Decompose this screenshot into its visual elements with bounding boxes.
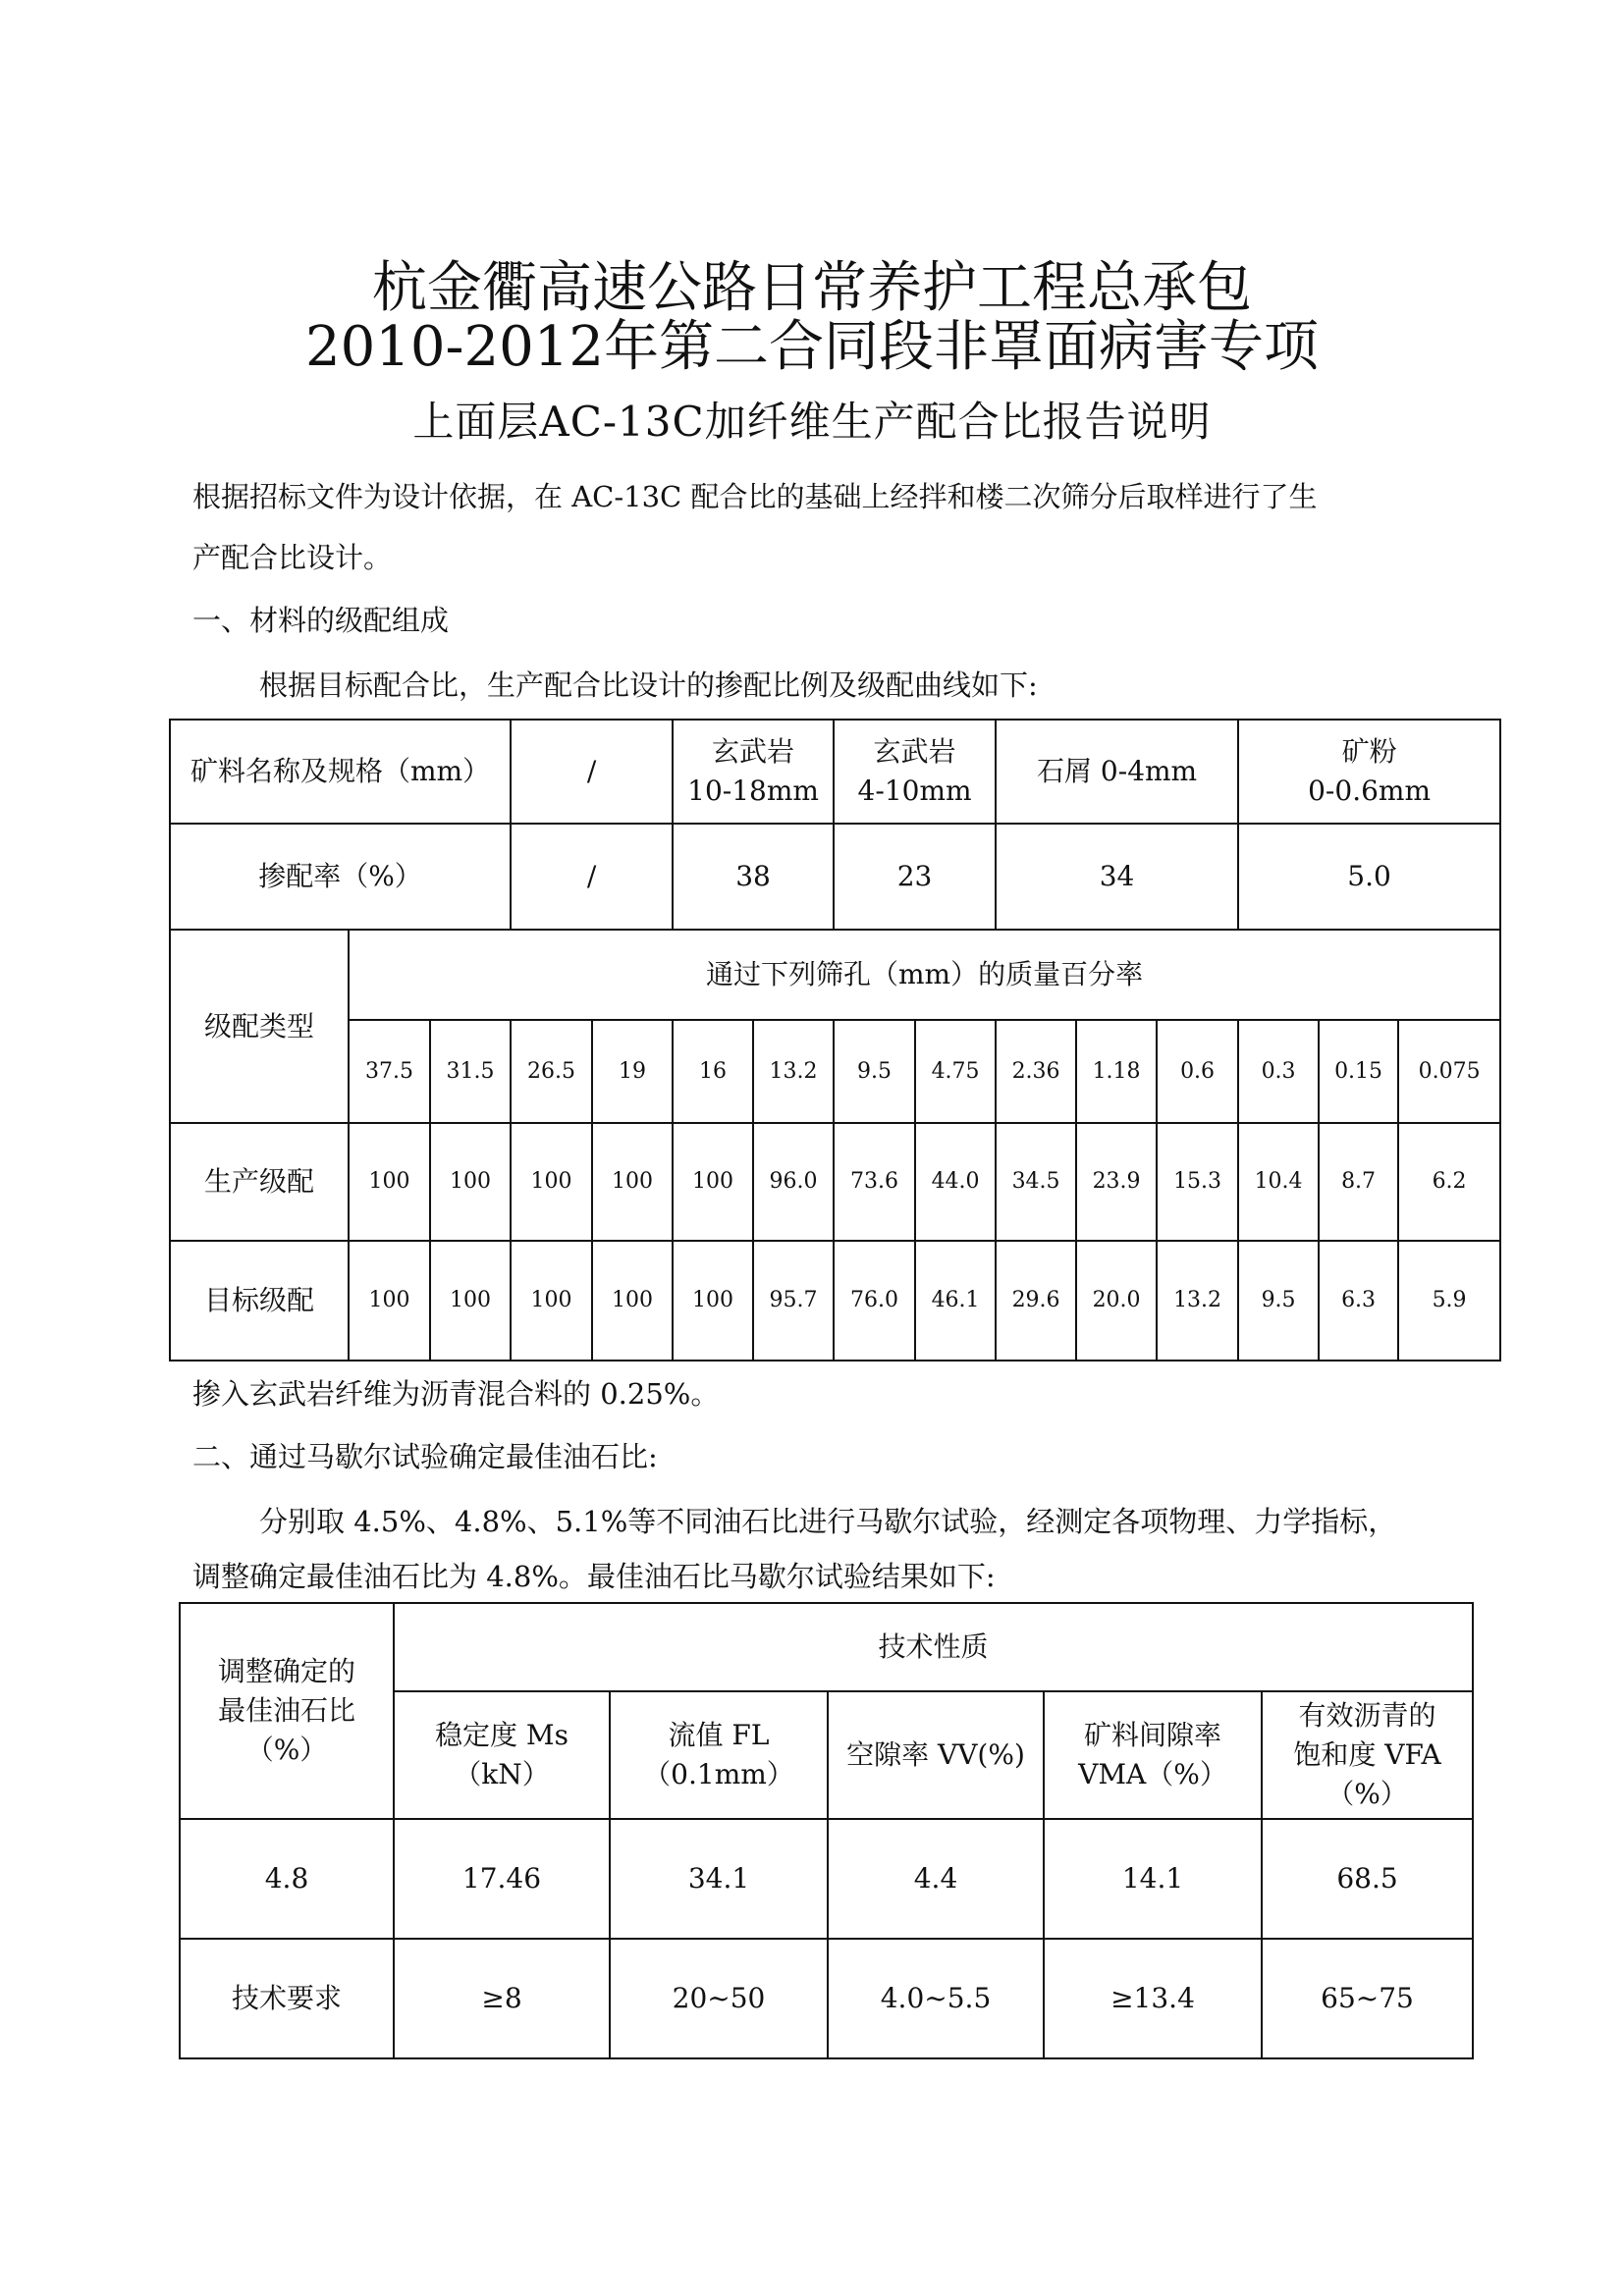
sieve-size: 0.3 xyxy=(1238,1020,1319,1123)
table-cell: 20~50 xyxy=(610,1939,828,2058)
table-cell: 100 xyxy=(592,1123,673,1241)
table-cell: 68.5 xyxy=(1262,1819,1473,1939)
sieve-size: 37.5 xyxy=(349,1020,430,1123)
table-cell: 23.9 xyxy=(1076,1123,1157,1241)
row-label: 4.8 xyxy=(180,1819,394,1939)
title-line-1: 杭金衢高速公路日常养护工程总承包 xyxy=(372,256,1252,320)
table-cell: 20.0 xyxy=(1076,1241,1157,1361)
table-row xyxy=(180,1819,1473,1939)
ratio-value: 34 xyxy=(996,824,1238,930)
table-cell: 10.4 xyxy=(1238,1123,1319,1241)
fiber-note: 掺入玄武岩纤维为沥青混合料的 0.25%。 xyxy=(192,1377,720,1411)
sieve-size: 2.36 xyxy=(996,1020,1076,1123)
table-cell: 46.1 xyxy=(915,1241,996,1361)
ratio-value: 38 xyxy=(673,824,834,930)
material-mineral-powder: 矿粉 0-0.6mm xyxy=(1238,720,1500,824)
table-cell: ≥13.4 xyxy=(1044,1939,1262,2058)
table-cell: 29.6 xyxy=(996,1241,1076,1361)
ratio-slash: / xyxy=(511,824,673,930)
table-cell: 8.7 xyxy=(1319,1123,1398,1241)
sieve-size: 31.5 xyxy=(430,1020,511,1123)
table-cell: 95.7 xyxy=(753,1241,834,1361)
table-cell: 100 xyxy=(673,1241,753,1361)
table-cell: 96.0 xyxy=(753,1123,834,1241)
sieve-size: 16 xyxy=(673,1020,753,1123)
intro-line-2: 产配合比设计。 xyxy=(192,541,393,574)
sieve-size: 0.6 xyxy=(1157,1020,1238,1123)
vfa-header: 有效沥青的 饱和度 VFA （%） xyxy=(1262,1691,1473,1819)
sieve-size: 1.18 xyxy=(1076,1020,1157,1123)
tech-properties-header: 技术性质 xyxy=(394,1603,1473,1691)
material-basalt-4-10: 玄武岩 4-10mm xyxy=(834,720,996,824)
grading-type-label: 级配类型 xyxy=(170,930,349,1123)
row-label: 生产级配 xyxy=(170,1123,349,1241)
flow-header: 流值 FL （0.1mm） xyxy=(610,1691,828,1819)
ratio-value: 23 xyxy=(834,824,996,930)
table-cell: 100 xyxy=(430,1123,511,1241)
oil-ratio-header: 调整确定的 最佳油石比 （%） xyxy=(180,1603,394,1819)
table-cell: 34.5 xyxy=(996,1123,1076,1241)
row-label: 目标级配 xyxy=(170,1241,349,1361)
table-cell: 17.46 xyxy=(394,1819,610,1939)
table-cell: 4.4 xyxy=(828,1819,1044,1939)
intro-line-1: 根据招标文件为设计依据，在 AC-13C 配合比的基础上经拌和楼二次筛分后取样进行了生 xyxy=(192,480,1318,513)
table-cell: 14.1 xyxy=(1044,1819,1262,1939)
ratio-value: 5.0 xyxy=(1238,824,1500,930)
sieve-size: 0.075 xyxy=(1398,1020,1500,1123)
material-label: 矿料名称及规格（mm） xyxy=(170,720,511,824)
marshall-table xyxy=(179,1602,1474,2059)
table-cell: 100 xyxy=(673,1123,753,1241)
table-cell: 100 xyxy=(430,1241,511,1361)
section-1-text: 根据目标配合比，生产配合比设计的掺配比例及级配曲线如下: xyxy=(259,668,1038,702)
table-cell: 34.1 xyxy=(610,1819,828,1939)
sieve-size: 26.5 xyxy=(511,1020,592,1123)
table-cell: 100 xyxy=(511,1123,592,1241)
title-line-2: 2010-2012年第二合同段非罩面病害专项 xyxy=(305,315,1319,379)
table-cell: 100 xyxy=(511,1241,592,1361)
table-row xyxy=(170,1241,1500,1361)
sieve-size: 4.75 xyxy=(915,1020,996,1123)
ratio-label: 掺配率（%） xyxy=(170,824,511,930)
sieve-size: 13.2 xyxy=(753,1020,834,1123)
table-cell: 44.0 xyxy=(915,1123,996,1241)
section-2-text-1: 分别取 4.5%、4.8%、5.1%等不同油石比进行马歇尔试验，经测定各项物理、力学指标， xyxy=(259,1505,1397,1538)
table-cell: ≥8 xyxy=(394,1939,610,2058)
grading-table xyxy=(169,719,1501,1362)
sieve-size: 9.5 xyxy=(834,1020,915,1123)
stability-header: 稳定度 Ms （kN） xyxy=(394,1691,610,1819)
table-cell: 100 xyxy=(349,1241,430,1361)
table-cell: 100 xyxy=(592,1241,673,1361)
material-stone-chips: 石屑 0-4mm xyxy=(996,720,1238,824)
table-row xyxy=(170,1123,1500,1241)
table-cell: 15.3 xyxy=(1157,1123,1238,1241)
section-2-text-2: 调整确定最佳油石比为 4.8%。最佳油石比马歇尔试验结果如下: xyxy=(192,1560,996,1593)
sieve-size: 0.15 xyxy=(1319,1020,1398,1123)
table-cell: 76.0 xyxy=(834,1241,915,1361)
passing-header: 通过下列筛孔（mm）的质量百分率 xyxy=(349,930,1500,1020)
table-row xyxy=(180,1939,1473,2058)
table-cell: 4.0~5.5 xyxy=(828,1939,1044,2058)
section-2-heading: 二、通过马歇尔试验确定最佳油石比: xyxy=(192,1440,658,1473)
air-voids-header: 空隙率 VV(%) xyxy=(828,1691,1044,1819)
table-cell: 13.2 xyxy=(1157,1241,1238,1361)
subtitle: 上面层AC-13C加纤维生产配合比报告说明 xyxy=(412,398,1212,446)
section-1-heading: 一、材料的级配组成 xyxy=(192,604,450,637)
table-cell: 6.3 xyxy=(1319,1241,1398,1361)
material-slash: / xyxy=(511,720,673,824)
table-cell: 6.2 xyxy=(1398,1123,1500,1241)
row-label: 技术要求 xyxy=(180,1939,394,2058)
table-cell: 65~75 xyxy=(1262,1939,1473,2058)
table-cell: 9.5 xyxy=(1238,1241,1319,1361)
table-cell: 100 xyxy=(349,1123,430,1241)
table-cell: 5.9 xyxy=(1398,1241,1500,1361)
vma-header: 矿料间隙率 VMA（%） xyxy=(1044,1691,1262,1819)
material-basalt-10-18: 玄武岩 10-18mm xyxy=(673,720,834,824)
sieve-size: 19 xyxy=(592,1020,673,1123)
table-cell: 73.6 xyxy=(834,1123,915,1241)
